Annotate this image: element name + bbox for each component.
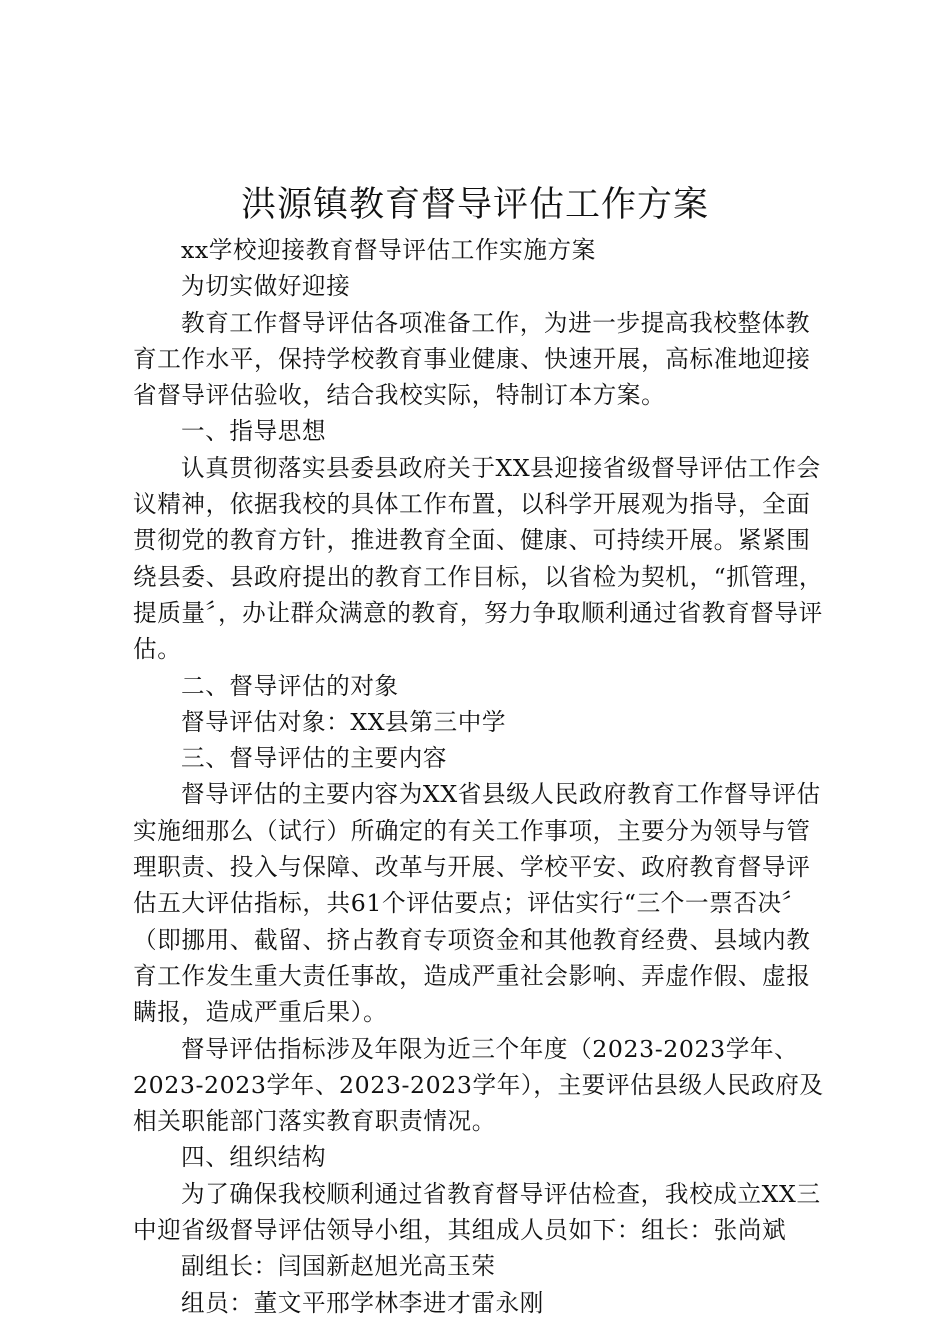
paragraph-intro-2: 教育工作督导评估各项准备工作，为进一步提高我校整体教育工作水平，保持学校教育事业健康、快速开展，高标准地迎接省督导评估验收，结合我校实际，特制订本方案。 <box>133 308 811 410</box>
paragraph-guiding-thought: 认真贯彻落实县委县政府关于XX县迎接省级督导评估工作会议精神，依据我校的具体工作布置，以科学开展观为指导，全面贯彻党的教育方针，推进教育全面、健康、可持续开展。紧紧围绕县委、县政府提出的教育工作目标，以省检为契机，“抓管理，提质量〞，办让群众满意的教育，努力争取顺利通过省教育督导评估。 <box>133 453 824 664</box>
section-heading-guiding-thought: 一、指导思想 <box>181 417 327 446</box>
paragraph-subtitle: xx学校迎接教育督导评估工作实施方案 <box>181 236 596 264</box>
paragraph-members: 组员：董文平邢学林李进才雷永刚 <box>181 1288 544 1317</box>
section-heading-content: 三、督导评估的主要内容 <box>181 744 448 773</box>
paragraph-content: 督导评估的主要内容为XX省县级人民政府教育工作督导评估实施细那么（试行）所确定的有关工作事项，主要分为领导与管理职责、投入与保障、改革与开展、学校平安、政府教育督导评估五大评估指标，共61个评估要点；评估实行“三个一票否决〞（即挪用、截留、挤占教育专项资金和其他教育经费、县域内教育工作发生重大责任事故，造成严重社会影响、弄虚作假、虚报瞒报，造成严重后果）。 <box>133 780 821 1027</box>
paragraph-years: 督导评估指标涉及年限为近三个年度（2023-2023学年、2023-2023学年、2023-2023学年），主要评估县级人民政府及相关职能部门落实教育职责情况。 <box>133 1034 824 1136</box>
paragraph-target: 督导评估对象：XX县第三中学 <box>181 707 507 736</box>
section-heading-organization: 四、组织结构 <box>181 1143 327 1172</box>
paragraph-organization: 为了确保我校顺利通过省教育督导评估检查，我校成立XX三中迎省级督导评估领导小组，其组成人员如下：组长：张尚斌 <box>133 1179 821 1245</box>
paragraph-deputy-leaders: 副组长：闫国新赵旭光高玉荣 <box>181 1252 496 1281</box>
paragraph-intro-1: 为切实做好迎接 <box>181 272 351 301</box>
section-heading-target: 二、督导评估的对象 <box>181 671 399 700</box>
document-body <box>133 232 833 1321</box>
document-title: 洪源镇教育督导评估工作方案 <box>240 185 709 225</box>
